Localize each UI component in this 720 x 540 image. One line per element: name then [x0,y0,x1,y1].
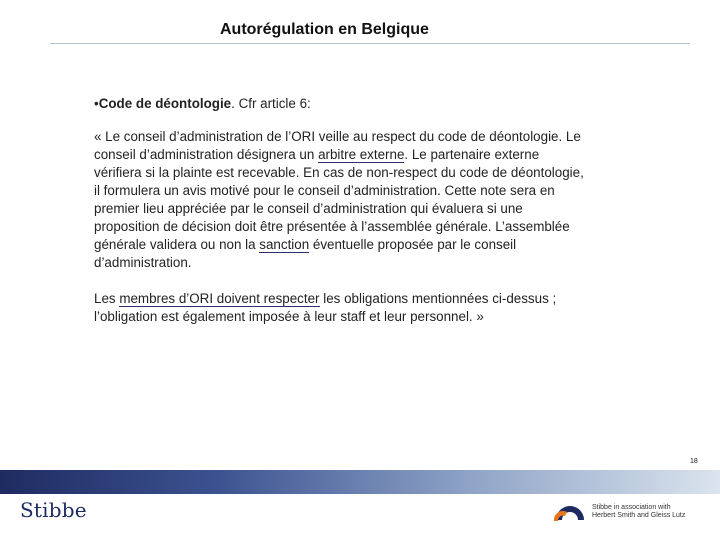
section-heading [94,95,654,113]
members-paragraph [94,290,654,326]
text-line: il formulera un avis motivé pour le conseil d’administration. Cette note sera en [94,183,555,198]
text-line: Les membres d’ORI doivent respecter les obligations mentionnées ci-dessus ; [94,291,557,306]
association-text [592,504,685,520]
page-number: 18 [690,458,698,465]
association-line-1: Stibbe in association with [592,504,671,511]
title-divider [50,43,690,44]
underlined-term: membres d’ORI doivent respecter [119,291,320,306]
text-line: premier lieu appréciée par le conseil d’administration qui évaluera si une [94,201,523,216]
text-line: conseil d’administration désignera un arbitre externe. Le partenaire externe [94,147,540,162]
heading-bold: Code de déontologie [98,96,232,111]
heading-rest: . Cfr article 6: [231,96,311,111]
arc-logo-icon [553,502,587,522]
text-line: générale validera ou non la sanction éventuelle proposée par le conseil [94,237,517,252]
slide-content [94,95,654,326]
underlined-term: arbitre externe [318,147,405,162]
underlined-term: sanction [259,237,310,252]
quote-paragraph [94,128,654,272]
text-line: proposition de décision doit être présentée à l’assemblée générale. L’assemblée [94,219,570,234]
text-line: l’obligation est également imposée à leur staff et leur personnel. » [94,309,484,324]
association-line-2: Herbert Smith and Gleiss Lutz [592,512,686,519]
slide-title: Autorégulation en Belgique [220,21,429,38]
text-line: « Le conseil d’administration de l’ORI veille au respect du code de déontologie. Le [94,129,581,144]
brand-logo: Stibbe [20,498,87,522]
footer-gradient-band [0,470,720,494]
text-line: vérifiera si la plainte est recevable. En cas de non-respect du code de déontologie, [94,165,584,180]
footer [0,494,720,540]
bullet: • [94,96,99,111]
text-line: d’administration. [94,255,192,270]
